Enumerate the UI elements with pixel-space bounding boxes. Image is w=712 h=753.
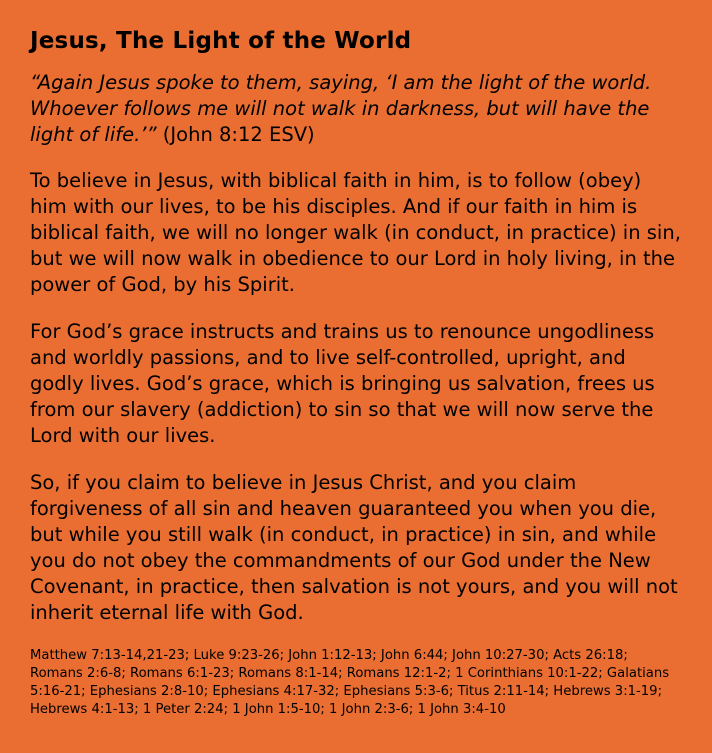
quote-text: “Again Jesus spoke to them, saying, ‘I am the light of the world. Whoever follows me will not walk in darkness, but will have the light of life.’” xyxy=(30,71,652,146)
scripture-quote xyxy=(30,70,682,148)
body-paragraph-1: To believe in Jesus, with biblical faith in him, is to follow (obey) him with our lives, to be his disciples. And if our faith in him is biblical faith, we will no longer walk (in conduct, in practice) in sin, but we will now walk in obedience to our Lord in holy living, in the power of God, by his Spirit. xyxy=(30,169,681,296)
page-title: Jesus, The Light of the World xyxy=(30,28,412,54)
quote-citation: (John 8:12 ESV) xyxy=(156,123,315,146)
body-paragraph-3: So, if you claim to believe in Jesus Christ, and you claim forgiveness of all sin and heaven guaranteed you when you die, but while you still walk (in conduct, in practice) in sin, and while you do not obey the commandments of our God under the New Covenant, in practice, then salvation is not yours, and you will not inherit eternal life with God. xyxy=(30,471,678,624)
body-paragraph-2: For God’s grace instructs and trains us to renounce ungodliness and worldly passions, and to live self-controlled, upright, and godly lives. God’s grace, which is bringing us salvation, frees us from our slavery (addiction) to sin so that we will now serve the Lord with our lives. xyxy=(30,320,655,447)
scripture-references: Matthew 7:13-14,21-23; Luke 9:23-26; John 1:12-13; John 6:44; John 10:27-30; Acts 26:18; Romans 2:6-8; Romans 6:1-23; Romans 8:1-14; Romans 12:1-2; 1 Corinthians 10:1-22; Galatians 5:16-21; Ephesians 2:8-10; Ephesians 4:17-32; Ephesians 5:3-6; Titus 2:11-14; Hebrews 3:1-19; Hebrews 4:1-13; 1 Peter 2:24; 1 John 1:5-10; 1 John 2:3-6; 1 John 3:4-10 xyxy=(30,648,670,717)
